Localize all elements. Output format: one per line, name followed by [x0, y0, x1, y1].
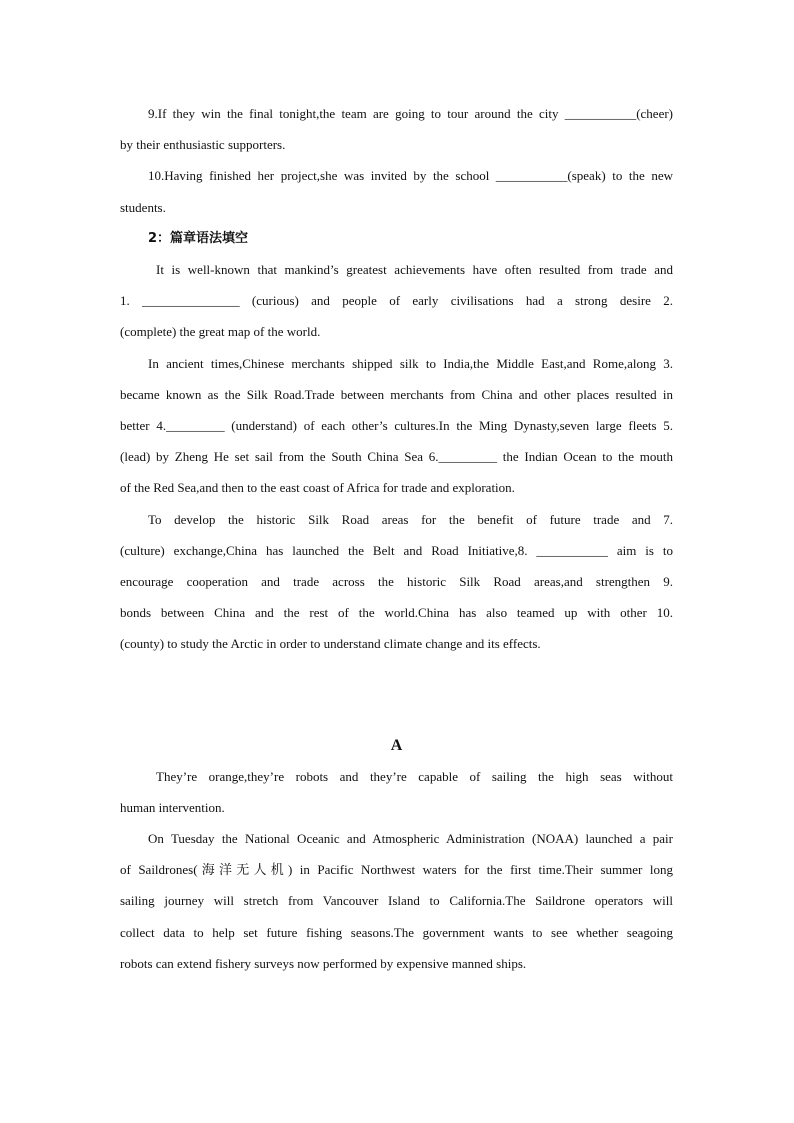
passage-a-p2-line-2: of Saildrones(海洋无人机) in Pacific Northwest waters for the first time.Their summer long [120, 862, 673, 878]
document-page [120, 98, 673, 979]
passage-a-paragraph-1 [120, 761, 673, 823]
cloze-paragraph-2 [120, 348, 673, 504]
grammar-item-10 [120, 160, 673, 222]
passage-a-p1-line-2: human intervention. [120, 799, 225, 815]
passage-a-p2-line-1: On Tuesday the National Oceanic and Atmospheric Administration (NOAA) launched a pair [148, 831, 673, 847]
cloze-p3-line-2: (culture) exchange,China has launched the Belt and Road Initiative,8. ___________ aim is to [120, 542, 673, 558]
grammar-item-9 [120, 98, 673, 160]
passage-a-p2-line-3: sailing journey will stretch from Vancouver Island to California.The Saildrone operators will [120, 893, 673, 909]
cloze-p3-line-3: encourage cooperation and trade across the historic Silk Road areas,and strengthen 9. [120, 574, 673, 590]
passage-a-title: A [390, 736, 403, 754]
cloze-p3-line-1: To develop the historic Silk Road areas for the benefit of future trade and 7. [148, 511, 673, 527]
question-9-line-1: 9.If they win the final tonight,the team are going to tour around the city ___________(cheer) [148, 106, 673, 121]
cloze-p1-line-3: (complete) the great map of the world. [120, 324, 321, 340]
cloze-p1-line-2: 1. _______________ (curious) and people of early civilisations had a strong desire 2. [120, 293, 673, 309]
cloze-paragraph-1 [120, 254, 673, 348]
question-10-line-1: 10.Having finished her project,she was invited by the school ___________(speak) to the new [148, 168, 673, 184]
cloze-p3-line-4: bonds between China and the rest of the world.China has also teamed up with other 10. [120, 605, 673, 621]
question-9-line-2: by their enthusiastic supporters. [120, 137, 286, 153]
section-2-heading: 2：篇章语法填空 [148, 230, 249, 246]
cloze-p1-line-1: It is well-known that mankind’s greatest achievements have often resulted from trade and [156, 262, 673, 278]
cloze-p2-line-2: became known as the Silk Road.Trade between merchants from China and other places resulted in [120, 386, 673, 402]
cloze-paragraph-3 [120, 504, 673, 660]
section-spacer [120, 660, 673, 730]
passage-a-p2-line-5: robots can extend fishery surveys now performed by expensive manned ships. [120, 955, 527, 971]
cloze-p2-line-1: In ancient times,Chinese merchants shipped silk to India,the Middle East,and Rome,along 3. [148, 355, 673, 371]
passage-a-p2-line-4: collect data to help set future fishing seasons.The government wants to see whether seagoing [120, 924, 673, 940]
cloze-p3-line-5: (county) to study the Arctic in order to understand climate change and its effects. [120, 636, 541, 652]
passage-a-paragraph-2 [120, 823, 673, 979]
question-10-line-2: students. [120, 199, 166, 215]
passage-a-p1-line-1: They’re orange,they’re robots and they’re capable of sailing the high seas without [156, 768, 673, 784]
cloze-p2-line-3: better 4._________ (understand) of each other’s cultures.In the Ming Dynasty,seven large fleets 5. [120, 418, 673, 434]
cloze-p2-line-4: (lead) by Zheng He set sail from the South China Sea 6._________ the Indian Ocean to the mouth [120, 449, 673, 465]
cloze-p2-line-5: of the Red Sea,and then to the east coast of Africa for trade and exploration. [120, 480, 515, 496]
